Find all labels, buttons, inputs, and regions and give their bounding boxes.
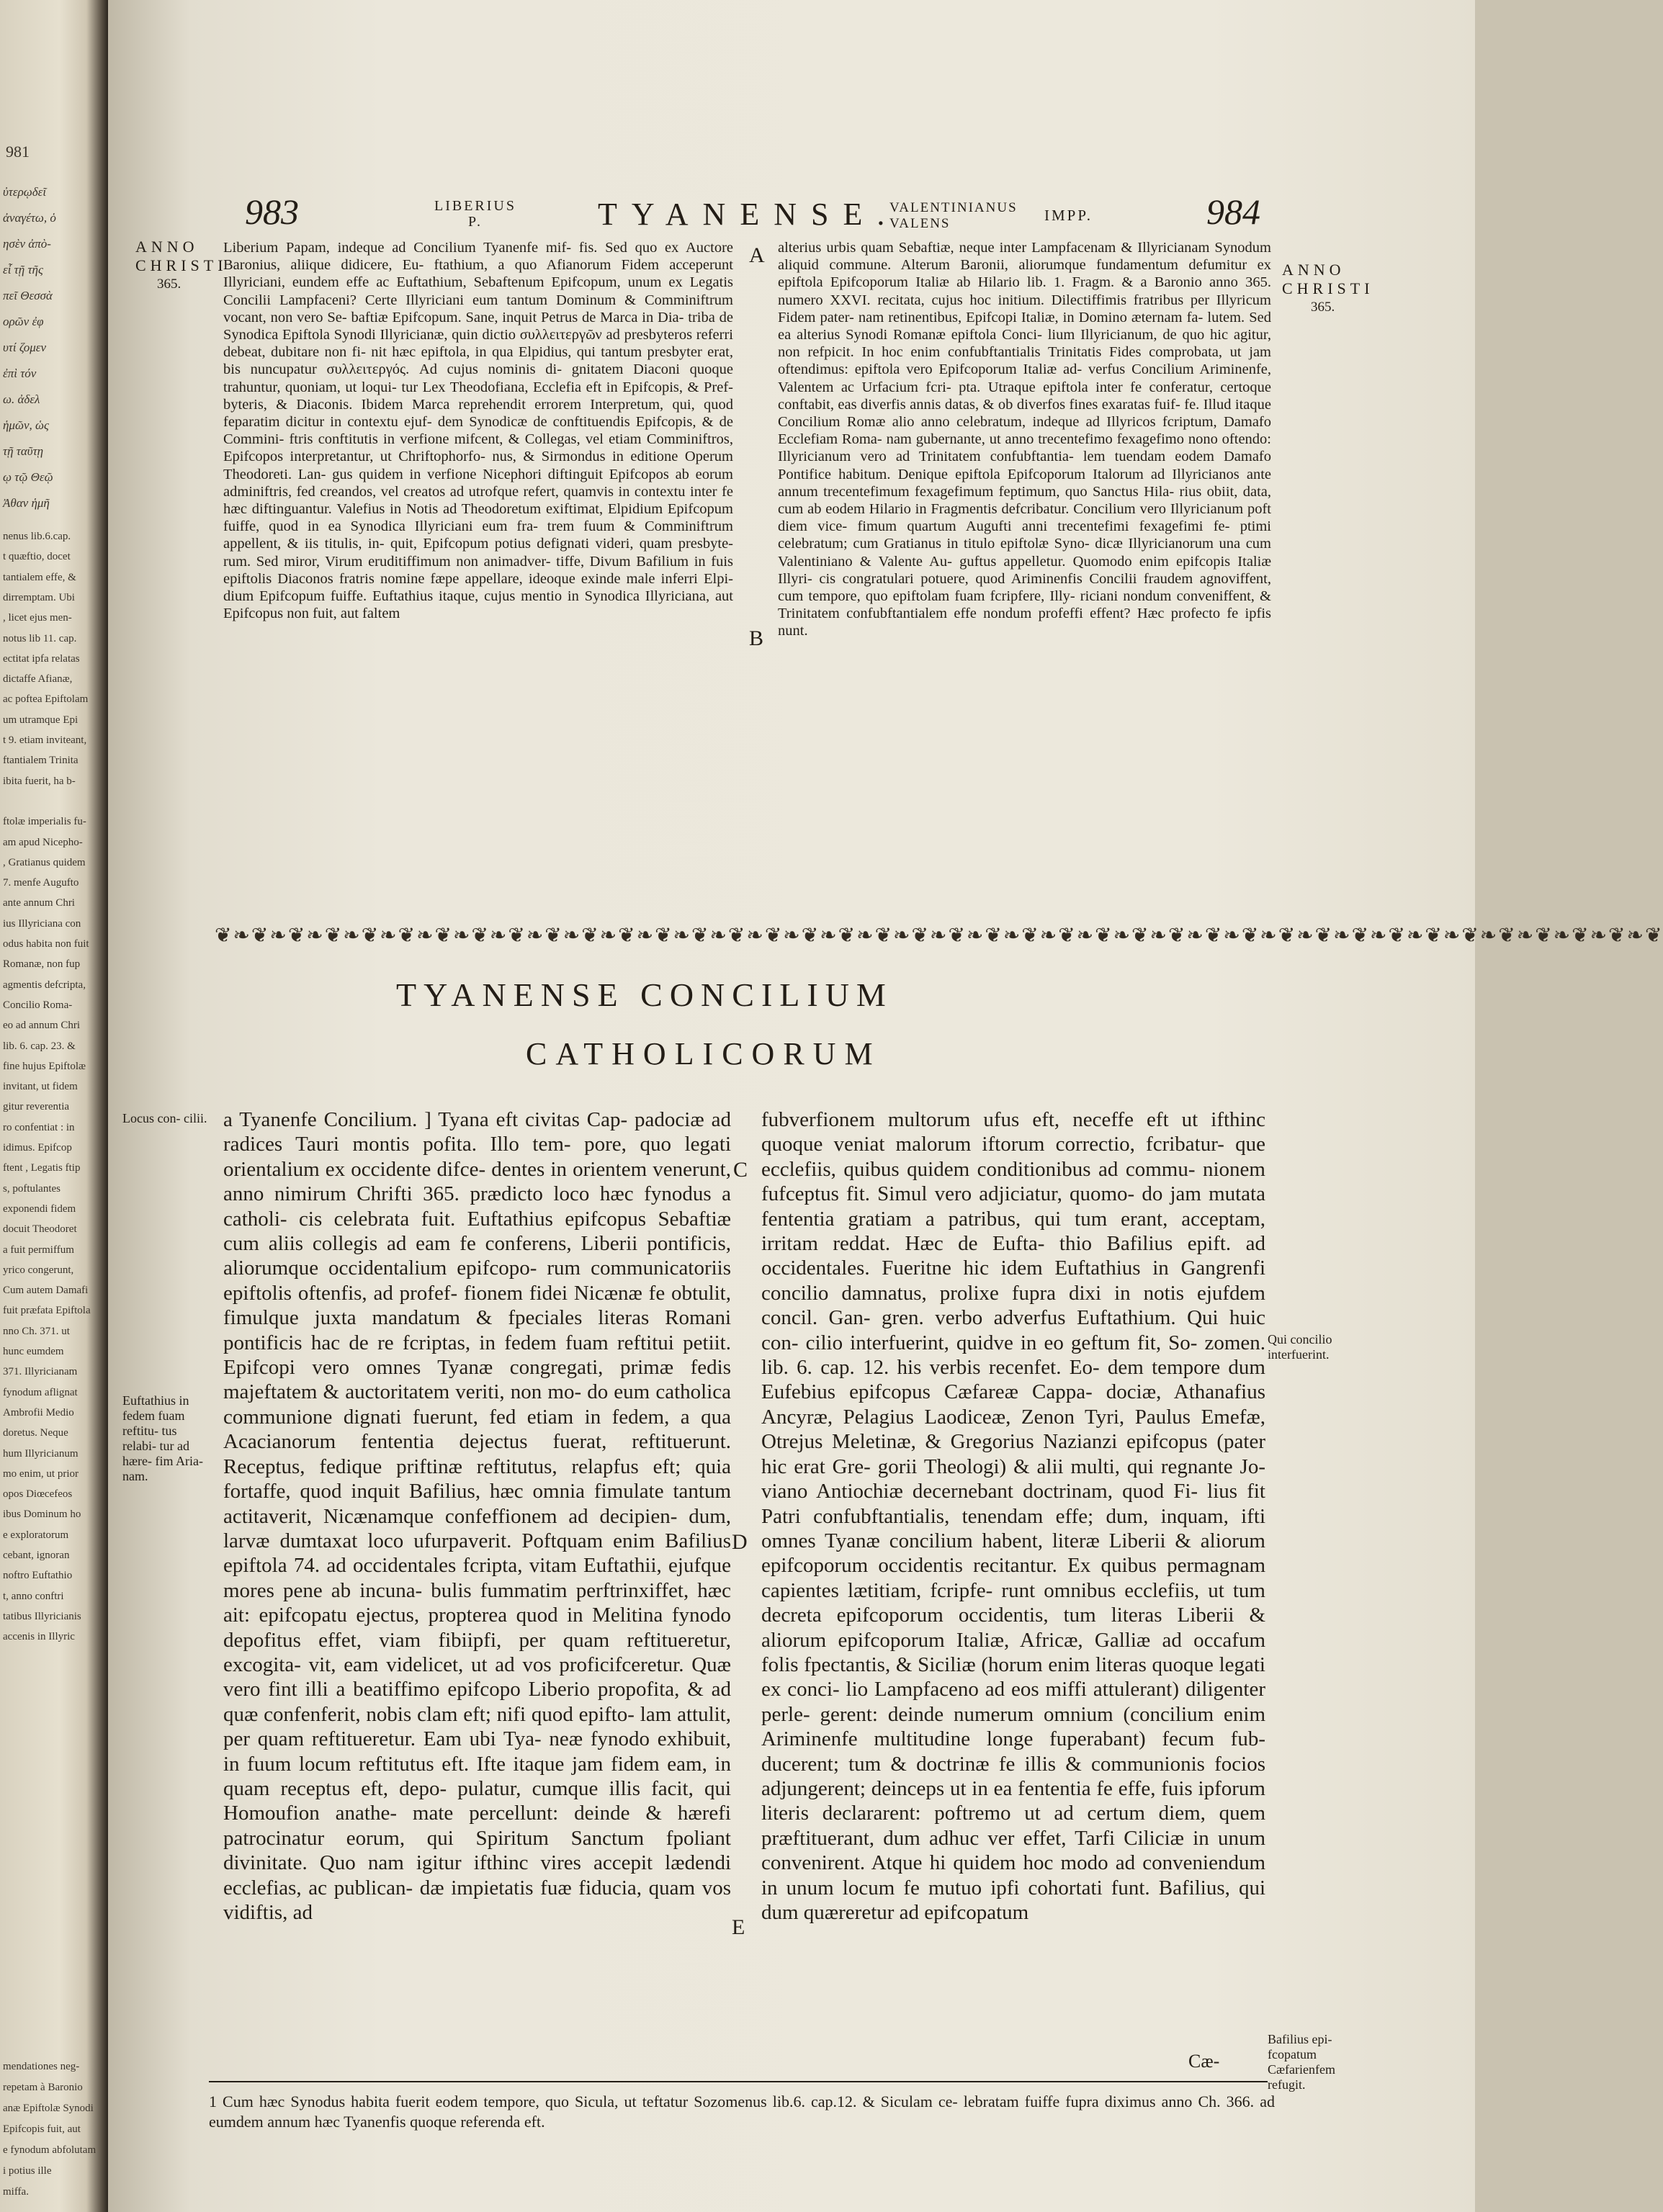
- strip-line: tatibus Illyricianis: [3, 1610, 81, 1622]
- strip-line: t 9. etiam inviteant,: [3, 734, 87, 746]
- strip-line: ftent , Legatis ftip: [3, 1162, 81, 1174]
- running-head-liberius: [432, 198, 519, 230]
- strip-line: ῳ τῷ Θεῷ: [3, 470, 53, 484]
- strip-line: anæ Epiftolæ Synodi: [3, 2103, 94, 2114]
- anno-label: ANNO: [135, 238, 199, 256]
- right-page-number: 984: [1206, 192, 1260, 232]
- strip-line: ησὲν ἀπὸ-: [3, 237, 51, 251]
- strip-line: Ἀθαν ἡμῆ: [3, 496, 50, 510]
- strip-line: odus habita non fuit: [3, 938, 89, 950]
- strip-line: ὐτερῳδεῖ: [3, 185, 47, 199]
- year-label: 365.: [157, 276, 181, 292]
- strip-line: mo enim, ut prior: [3, 1467, 79, 1480]
- strip-line: 371. Illyricianam: [3, 1366, 78, 1378]
- anno-christi-right: [1282, 261, 1374, 317]
- margin-note-eustathius: Euftathius in fedem fuam reftitu- tus relabi- tur ad hære- fim Aria- nam.: [122, 1393, 203, 1483]
- strip-line: t, anno conftri: [3, 1590, 64, 1602]
- strip-line: dictaffe Afianæ,: [3, 673, 73, 685]
- strip-line: Ambrofii Medio: [3, 1406, 74, 1419]
- upper-left-column: [223, 239, 733, 622]
- strip-line: idimus. Epifcop: [3, 1142, 72, 1154]
- impp-label: IMPP.: [1044, 207, 1093, 224]
- strip-line: e exploratorum: [3, 1529, 69, 1541]
- strip-line: um utramque Epi: [3, 714, 79, 726]
- anno-label: ANNO: [1282, 261, 1345, 279]
- strip-line: ftantialem Trinita: [3, 755, 79, 767]
- footnote: 1 Cum hæc Synodus habita fuerit eodem tempore, quo Sicula, ut teftatur Sozomenus lib.6. cap.12. & Siculam ce- lebratam fuiffe fupra diximus anno Ch. 366. ad eumdem annum hæc Tyanenfis quoque referenda eft.: [209, 2092, 1275, 2131]
- catchword: Cæ-: [1188, 2051, 1220, 2072]
- adjacent-page-number: 981: [6, 143, 30, 161]
- strip-line: ἐπὶ τόν: [3, 367, 37, 380]
- main-right-column: [761, 1107, 1265, 1925]
- strip-line: lib. 6. cap. 23. &: [3, 1040, 76, 1052]
- section-subtitle: CATHOLICORUM: [526, 1036, 882, 1071]
- strip-line: ἀναγέτω, ὁ: [3, 211, 56, 225]
- running-head-emperors: [889, 200, 1018, 232]
- strip-line: doretus. Neque: [3, 1427, 68, 1439]
- ornamental-band: ❦❧❦❧❦❧❦❧❦❧❦❧❦❧❦❧❦❧❦❧❦❧❦❧❦❧❦❧❦❧❦❧❦❧❦❧❦❧❦❧❦❧❦❧❦❧❦❧❦❧❦❧❦❧❦❧❦❧❦❧❦❧❦❧❦❧❦❧❦❧❦❧❦❧❦❧❦❧❦: [215, 925, 1663, 947]
- column-letter-c: C: [733, 1158, 748, 1182]
- strip-line: mendationes neg-: [3, 2061, 80, 2072]
- strip-line: invitant, ut fidem: [3, 1081, 78, 1093]
- footnote-rule: [209, 2081, 1268, 2082]
- strip-line: ius Illyriciana con: [3, 917, 81, 930]
- main-left-paragraph: a Tyanenfe Concilium. ] Tyana eft civitas Cap- padociæ ad radices Tauri montis pofita. Illo tem- pore, quo legati orientalium ex occidente difce- dentes in orientem venerunt, anno nimirum Chrifti 365. prædicto loco hæc fynodus a catholi- cis celebrata fuit. Euftathius epifcopus Sebaftiæ cum aliis collegis ad eam fe conferens, Liberii pontificis, aliorumque occidentalium epifcopo- rum communicatoriis epiftolis oftenfis, ad profef- fionem fidei Nicænæ fe obtulit, fimulque juxta mandatum & fpeciales literas Romani pontificis hac de re fcriptas, in fedem fuam reftitui petiit. Epifcopi vero omnes Tyanæ congregati, primæ fedis majeftatem & auctoritatem veriti, non mo- do eum catholica communione dignati fuerunt, fed etiam in fedem, a qua Acacianorum fententia dejectus fuerat, reftituerunt. Receptus, fedique priftinæ reftitutus, relapfus eft; quia fortaffe, quod inquit Bafilius, hæc omnia fimulate tantum actitaverit, Nicænamque confeffionem ad decipien- dum, larvæ dumtaxat loco ufurpaverit. Poftquam enim Bafilius epiftola 74. ad occidentales fcripta, vitam Euftathii, ejufque mores pene ab incuna- bulis fummatim perftrinxiffet, hæc ait: epifcopatu ejectus, propterea quod in Melitina fynodo depofitus effet, viam fibiipfi, per quam reftitueretur, excogita- vit, eam videlicet, ut ad vos proficifceretur. Quæ vero fint illi a beatiffimo epifcopo Liberio propofita, & ad quæ confenferit, nobis clam eft; nifi quod epifto- lam attulit, per quam reftitueretur. Eam ubi Tya- neæ fynodo exhibuit, in fuum locum reftitutus eft. Ifte itaque jam fidem eam, in quam receptus eft, depo- pulatur, cumque illis facit, qui Homoufion anathe- mate percellunt: deinde & hærefi patrocinatur eorum, qui Spiritum Sanctum fpoliant divinitate. Quo nam igitur ifthinc vires accepit lædendi ecclefias, ac publican- dæ impietatis fuæ fiducia, quam vos vidiftis, ad: [223, 1108, 731, 1924]
- year-label: 365.: [1311, 300, 1335, 315]
- strip-line: υτί ζομεν: [3, 341, 47, 354]
- strip-line: i potius ille: [3, 2165, 52, 2177]
- strip-line: ibus Dominum ho: [3, 1509, 81, 1521]
- strip-line: exponendi fidem: [3, 1202, 76, 1215]
- strip-line: fuit præfata Epiftola: [3, 1305, 91, 1317]
- strip-line: ac poftea Epiftolam: [3, 693, 89, 706]
- column-letter-b: B: [749, 626, 764, 650]
- strip-line: Epifcopis fuit, aut: [3, 2123, 81, 2135]
- strip-line: εἶ τῇ τῆς: [3, 263, 43, 276]
- strip-line: noftro Euftathio: [3, 1570, 73, 1582]
- strip-line: , licet ejus men-: [3, 612, 72, 624]
- strip-line: fynodum aflignat: [3, 1386, 78, 1398]
- pope-abbrev: P.: [468, 214, 483, 230]
- adjacent-page-strip: [0, 0, 108, 2212]
- running-title: TYANENSE.: [598, 197, 900, 232]
- strip-line: nno Ch. 371. ut: [3, 1325, 70, 1337]
- strip-line: dirremptam. Ubi: [3, 591, 75, 603]
- strip-line: ορῶν ἐφ: [3, 315, 44, 328]
- strip-line: e fynodum abfolutam: [3, 2144, 97, 2156]
- christi-label: CHRISTI: [135, 256, 228, 274]
- strip-line: cebant, ignoran: [3, 1550, 70, 1561]
- strip-line: ω. ἀδελ: [3, 392, 40, 406]
- strip-line: fine hujus Epiftolæ: [3, 1060, 86, 1072]
- liberius-label: LIBERIUS: [434, 198, 516, 214]
- strip-line: τῇ ταῦτῃ: [3, 444, 44, 458]
- column-letter-a: A: [749, 243, 765, 267]
- valens-label: VALENS: [889, 216, 951, 231]
- strip-line: , Gratianus quidem: [3, 856, 86, 868]
- strip-line: ftolæ imperialis fu-: [3, 816, 86, 828]
- strip-line: am apud Nicepho-: [3, 836, 83, 848]
- main-right-paragraph: fubverfionem multorum ufus eft, neceffe eft ut ifthinc quoque veniat malorum iftorum correctio, fcribatur- que ecclefiis, quibus quidem conditionibus ad commu- nionem fufceptus fit. Simul vero adjiciatur, quomo- do jam mutata fententia gratiam a patribus, qui tum erant, acceptam, irritam reddat. Hæc de Eufta- thio Bafilius epift. ad occidentales. Fueritne hic idem Euftathius in Gangrenfi concilio damnatus, prolixe fupra dixi in notis ejufdem concil. Gan- gren. verbo adverfus Euftathium. Qui huic con- cilio interfuerint, quidve in eo geftum fit, So- zomen. lib. 6. cap. 12. his verbis recenfet. Eo- dem tempore dum Eufebius epifcopus Cæfareæ Cappa- dociæ, Athanafius Ancyræ, Pelagius Laodiceæ, Zenon Tyri, Paulus Emefæ, Otrejus Meletinæ, & Gregorius Nazianzi epifcopus (pater hic erat Gre- gorii Theologi) & alii multi, qui regnante Jo- viano Antiochiæ decernebant doctrinam, quod Fi- lius fit Patri confubftantialis, tenendam effe; dum, inquam, ifti omnes Tyanæ concilium habent, literæ Liberii & aliorum epifcoporum occidentis recitantur. Ex quibus permagnam capientes lætitiam, fcripfe- runt omnibus ecclefiis, ut tum decreta epifcoporum occidentis, tum literas Liberii & aliorum epifcoporum Italiæ, Africæ, Galliæ ad occafum folis fpectantis, & Siciliæ (horum enim literas quoque legati ex conci- lio Lampfaceno ad eos miffi attulerant) diligenter perle- gerent: deinde numerum omnium (concilium enim Ariminenfe multitudine longe fuperabant) fecum fub- ducerent; tum & doctrinæ fe illis & communionis focios adjungerent; deinceps ut in ea fententia fe effe, fuis ipforum literis declararent: poftremo ut ad certum diem, quem præftituerant, dum adhuc ver effet, Tarfi Ciliciæ in unum convenirent. Atque hi quidem hoc modo ad conveniendum in unum locum fe mutuo ipfi cohortati funt. Bafilius, qui dum quæreretur ad epifcopatum: [761, 1108, 1265, 1924]
- strip-line: ectitat ipfa relatas: [3, 652, 80, 665]
- strip-line: hum Illyricianum: [3, 1447, 79, 1460]
- christi-label: CHRISTI: [1282, 279, 1374, 297]
- strip-line: s, poftulantes: [3, 1182, 60, 1195]
- strip-line: a fuit permiffum: [3, 1244, 74, 1256]
- valentinianus-label: VALENTINIANUS: [889, 200, 1018, 215]
- section-title: TYANENSE CONCILIUM: [396, 976, 893, 1013]
- strip-line: Concilio Roma-: [3, 999, 73, 1011]
- strip-line: Romanæ, non fup: [3, 958, 81, 971]
- strip-line: Cum autem Damafi: [3, 1285, 89, 1297]
- strip-line: ro confentiat : in: [3, 1121, 75, 1133]
- left-page-number: 983: [245, 192, 299, 232]
- anno-christi-left: [135, 238, 228, 294]
- strip-line: gitur reverentia: [3, 1101, 70, 1113]
- strip-line: eo ad annum Chri: [3, 1020, 81, 1032]
- margin-note-basilius: Bafilius epi- fcopatum Cæfarienfem refugit.: [1268, 2032, 1335, 2092]
- strip-line: πεῖ Θεσσὰ: [3, 289, 53, 302]
- strip-line: accenis in Illyric: [3, 1631, 75, 1643]
- column-letter-d: D: [732, 1530, 748, 1554]
- strip-line: agmentis defcripta,: [3, 979, 86, 991]
- column-letter-e: E: [732, 1915, 745, 1939]
- book-page: [108, 0, 1663, 2212]
- upper-right-paragraph: alterius urbis quam Sebaftiæ, neque inter Lampfacenam & Illyricianam Synodum aliquid commune. Alterum Baronii, aliorumque fundamentum defumitur ex epiftola Epifcoporum Italiæ ab Hilario lib. 1. Fragm. & a Baronio anno 365. numero XXVI. recitata, cujus hoc initium. Dilectiffimis fratribus per Illyricum Fidem pater- nam retinentibus, Epifcopi Italiæ, in Domino æternam fa- lutem. Sed ea alterius Synodi Romanæ epiftola Conci- lium Illyricianum, de quo hic agitur, non refpicit. In hoc enim confubftantialis Trinitatis Fides comprobata, ut jam oftendimus: epiftola vero Epifcoporum Italiæ ad- verfus Concilium Ariminenfe, Valentem ac Urfacium fcri- pta. Utraque epiftola inter fe conferatur, certoque conftabit, eas diverfis annis datas, & ob diverfos fines exaratas fuif- fe. Illud itaque Concilium Romæ alio anno celebratum, indeque ad Illyricos fcriptum, Damafo Ecclefiam Roma- nam gubernante, ut anno trecentefimo fexagefimo nono oftendo: Illyricianum vero ad Trinitatem confubftantia- lem tuendam eodem Damafo Pontifice habitum. Denique epiftola Epifcoporum Italorum ad Illyricianos ante annum trecentefimum fexagefimum feptimum, quo Sanctus Hila- rius obiit, data, cum ab eodem Hilario in Fragmentis defcribatur. Concilium vero Illyricianum poft diem vice- fimum quartum Augufti anni trecentefimi fexagefimi fe- ptimi celebratum; cum Gratianus in titulo epiftolæ Syno- dicæ Illyricianorum una cum Valentiniano & Valente Au- guftus appelletur. Quomodo enim epifcopis Italiæ Illyri- cis congratulari potuere, quod Ariminenfis Concilii fraudem agnoviffent, cum tempore, quo epiftolam fuam fcripfere, Illy- riciani nondum conveniffent, & Trinitatem confubftantialem effe nondum profeffi effent? Hæc profecto fe ipfis nunt.: [778, 240, 1271, 639]
- strip-line: docuit Theodoret: [3, 1223, 77, 1236]
- strip-line: hunc eumdem: [3, 1346, 64, 1357]
- margin-note-locus: Locus con- cilii.: [122, 1111, 207, 1125]
- strip-line: miffa.: [3, 2186, 29, 2198]
- strip-line: nenus lib.6.cap.: [3, 531, 71, 542]
- strip-line: t quæftio, docet: [3, 551, 71, 563]
- strip-line: ἡμῶν, ὡς: [3, 418, 49, 432]
- strip-line: notus lib 11. cap.: [3, 632, 77, 644]
- strip-line: opos Diœcefeos: [3, 1488, 73, 1501]
- strip-line: tantialem effe, &: [3, 571, 76, 583]
- upper-right-column: [778, 239, 1271, 640]
- strip-line: repetam à Baronio: [3, 2082, 83, 2093]
- margin-note-qui-concilio: Qui concilio interfuerint.: [1268, 1332, 1332, 1362]
- strip-line: ante annum Chri: [3, 897, 75, 909]
- main-left-column: [223, 1107, 731, 1925]
- strip-line: yrico congerunt,: [3, 1264, 74, 1276]
- upper-left-paragraph: Liberium Papam, indeque ad Concilium Tyanenfe mif- fis. Sed quo ex Auctore Baronius, aliique didicere, Eu- ftathium, a quo Afianorum Fidem acceperunt Illyriciani, eundem effe ac Euftathium, Sebaftenum Epifcopum, unum ex Legatis Concilii Lampfaceni? Certe Illyriciani eum tantum Dominum & Comminiftrum vocant, non vero Se- baftiæ Epifcopum. Sane, inquit Petrus de Marca in Dia- triba de Synodica Epiftola Synodi Illyricianæ, quin dictio συλλειτεργῶν ad presbyteros referri debeat, dubitare non fi- nit hæc epiftola, in qua Elpidius, qui tantum presbyter erat, bis nuncupatur συλλειτεργός. Ad cujus nominis di- gnitatem Diaconi quoque trahuntur, quoniam, ut loqui- tur Lex Theodofiana, Ecclefia eft in Epifcopis, & Pref- byteris, & Diaconis. Ibidem Marca reprehendit errorem Interpretum, qui, quod feparatim dicitur in contextu ejuf- dem Synodicæ de conftituendis Epifcopis, & de Commini- ftris conftitutis in verfione mifcent, & Collegas, vel etiam Comminiftros, Epifcopos interpretantur, ut Chriftophorfo- nus, & Sirmondus in editione Operum Theodoreti. Lan- gus quidem in verfione Nicephori diftinguit Epifcopos ab eorum adminiftris, fed creandos, vel creatos ad utrofque refert, quamvis in contextu inter fe hæc diftinguantur. Valefius in Notis ad Theodoretum exiftimat, Elpidium Epifcopum fuiffe, quod in ea Synodica Illyriciani eum fra- trem fuum & Comminiftrum appellent, & iis titulis, in- quit, Epifcopum potius defignati videri, quam presbyte- rum. Sed miror, Virum eruditiffimum non animadver- tiffe, Divum Bafilium in fuis epiftolis Diaconos fratris nomine fæpe appellare, ideoque exinde male inferri Elpi- dium Epifcopum fuiffe. Euftathius itaque, cujus mentio in Synodica Illyriciana, aut Epifcopus non fuit, aut faltem: [223, 240, 733, 622]
- strip-line: 7. menfe Augufto: [3, 877, 79, 889]
- strip-line: ibita fuerit, ha b-: [3, 775, 76, 787]
